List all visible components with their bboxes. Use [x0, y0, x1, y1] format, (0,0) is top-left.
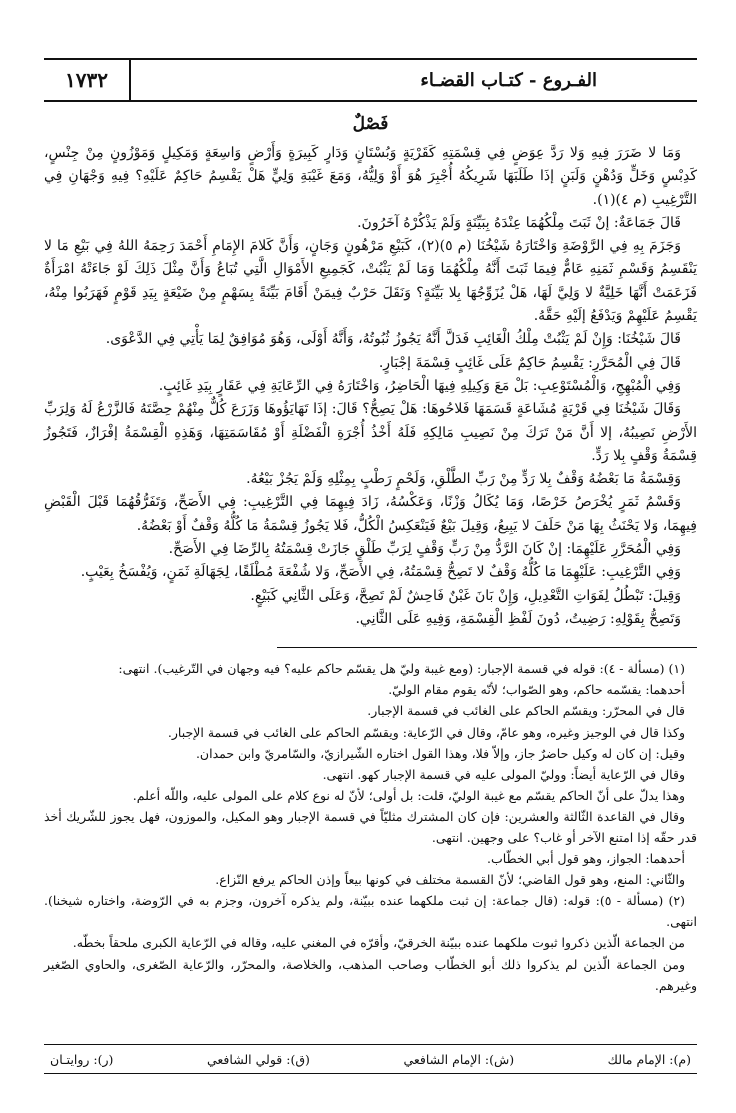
page-number: ١٧٣٢ [44, 60, 131, 100]
footnote-line: أحدهما: الجواز، وهو قول أبي الخطّاب. [487, 851, 685, 867]
main-text [44, 112, 697, 631]
running-title: الفـروع - كتـاب القضـاء [420, 69, 597, 91]
footnote-line: من الجماعة الّذين ذكروا ثبوت ملكهما عنده ببيّنة الخرقيّ، وأقرّه في المغني عليه، وقاله في الرّعاية الكبرى ملحقاً بخطّه. [72, 935, 685, 951]
paragraph: وَقَالَ شَيْخُنَا فِي قَرْيَةٍ مُشَاعَةٍ قَسَمَهَا فَلاحُوهَا: هَلْ يَصِحُّ؟ قَالَ: إذَا تَهَايَؤُوهَا وَزَرَعَ كُلٌّ مِنْهُمْ حِصَّتَهُ فَالزَّرْعُ لَهُ وَلِرَبِّ الأَرْضِ نَصِيبُهُ، إلا أَنَّ مَنْ تَرَكَ مِنْ نَصِيبِ مَالِكِهِ فَلَهُ أَخْذُ أُجْرَةِ الْفَضْلَةِ أَوْ مُقَاسَمَتِهَا، وَهَذِهِ الْقِسْمَةُ إفْرَازٌ، فَتَجُوزُ قِسْمَةُ وَقْفٍ بِلا رَدٍّ. [44, 401, 697, 464]
footnote-line: والثّاني: المنع، وهو قول القاضي؛ لأنّ القسمة مختلف في كونها بيعاً وإذن الحاكم يرفع النّزاع. [215, 872, 685, 888]
running-header [44, 58, 697, 102]
paragraph: وَفِي الْمُحَرَّرِ عَلَيْهِمَا: إنْ كَانَ الرَّدُّ مِنْ رَبٍّ وَقْفٍ لِرَبِّ طَلْقٍ جَازَتْ قِسْمَتُهُ بِالرِّضَا فِي الأَصَحِّ. [168, 541, 681, 558]
footer-abbrev-malik: (م): الإمام مالك [607, 1051, 691, 1067]
section-heading: فَصْلٌ [352, 114, 389, 134]
paragraph: قَالَ شَيْخُنَا: وَإِنْ لَمْ يَثْبُتْ مِلْكُ الْغَائِبِ فَدَلَّ أَنَّهُ يَجُوزُ ثُبُوتُهُ، وَأَنَّهُ أَوْلَى، وَهُوَ مُوَافِقٌ لِمَا يَأْتِي فِي الدَّعْوَى. [105, 331, 681, 348]
footer-abbrev-shafii-two-opinions: (ق): قولي الشافعي [206, 1051, 310, 1067]
abbreviation-footer [44, 1044, 697, 1074]
paragraph: وَقِيلَ: تَبْطُلُ لِفَوَاتِ التَّعْدِيلِ، وَإِنْ بَانَ غَبْنٌ فَاحِشٌ لَمْ تَصِحَّ، وَعَلَى الثَّانِي كَبَيْعٍ. [250, 587, 681, 604]
footnote-line: ومن الجماعة الّذين لم يذكروا ذلك أبو الخطّاب وصاحب المذهب، والخلاصة، والمحرّر، والرّعاية الصّغرى، والحاوي الصّغير وغيرهم. [44, 956, 697, 993]
footnote-line: (٢) (مسألة - ٥): قوله: (قال جماعة: إن ثبت ملكهما عنده ببيّنة، ولم يذكره آخرون، وجزم به في الرّوضة، واختاره شيخنا). انتهى. [44, 893, 697, 930]
footnote-line: وقيل: إن كان له وكيل حاضرٌ جاز، وإلاّ فلا، وهذا القول اختاره الشّيرازيّ، والسّامريّ وابن حمدان. [195, 745, 685, 761]
footnotes [44, 658, 697, 996]
footnote-line: قال في المحرّر: ويقسّم الحاكم على الغائب في قسمة الإجبار. [367, 703, 685, 719]
footnote-separator [277, 647, 697, 648]
paragraph: وَقِسْمَةُ مَا بَعْضُهُ وَقْفٌ بِلا رَدٍّ مِنْ رَبِّ الطَّلْقِ، وَلَحْمٍ رَطْبٍ بِمِثْلِهِ وَلَمْ يَجُزْ بَيْعُهُ. [246, 471, 681, 488]
paragraph: وَتَصِحُّ بِقَوْلِهِ: رَضِيتُ، دُونَ لَفْظِ الْقِسْمَةِ، وَفِيهِ عَلَى الثَّانِي. [355, 610, 681, 627]
footnote-line: أحدهما: يقسّمه حاكم، وهو الصّواب؛ لأنّه يقوم مقام الوليّ. [388, 682, 685, 698]
footnote-line: (١) (مسألة - ٤): قوله في قسمة الإجبار: (ومع غيبة وليّ هل يقسّم حاكم عليه؟ فيه وجهان في التّرغيب). انتهى: [118, 661, 685, 677]
paragraph: وَفِي التَّرْغِيبِ: عَلَيْهِمَا مَا كُلُّهُ وَقْفٌ لا تَصِحُّ قِسْمَتُهُ، فِي الأَصَحِّ، وَلا شُفْعَةَ مُطْلَقًا، لِجَهَالَةِ ثَمَنٍ، وَيُفْسَخُ بِعَيْبٍ. [80, 564, 681, 581]
footnote-line: وكذا قال في الوجيز وغيره، وهو عامّ، وقال في الرّعاية: ويقسّم الحاكم على الغائب في قسمة الإجبار. [167, 724, 685, 740]
footer-abbrev-two-narrations: (ر): روايتـان [50, 1051, 114, 1067]
footer-abbrev-shafii: (ش): الإمام الشافعي [403, 1051, 515, 1067]
paragraph: وَفِي الْمُبْهِجِ، وَالْمُسْتَوْعِبِ: بَلْ مَعَ وَكِيلِهِ فِيهَا الْحَاضِرُ، وَاخْتَارَهُ فِي الرِّعَايَةِ فِي عَقَارٍ بِيَدِ غَائِبٍ. [158, 377, 681, 394]
footnote-line: وقال في القاعدة الثّالثة والعشرين: فإن كان المشترك مثليّاً في قسمة الإجبار وهو المكيل، والموزون، فهل يجوز للشّريك أخذ قدر حقّه إذا امتنع الآخر أو غاب؟ على وجهين. انتهى. [44, 808, 697, 845]
page-body [44, 58, 697, 996]
paragraph: وَقَسْمُ ثَمَرٍ يُخْرَصُ خَرْصًا، وَمَا يُكَالُ وَزْنًا، وَعَكْسُهُ، زَادَ فِيهِمَا فِي التَّرْغِيبِ: فِي الأَصَحِّ، وَتَفَرُّقُهُمَا قَبْلَ الْقَبْضِ فِيهِمَا، وَلا يَحْنَثُ بِهَا مَنْ حَلَفَ لا يَبِيعُ، وَقِيلَ بَيْعٌ فَيَنْعَكِسُ الْكُلُّ، فَلا يَجُوزُ قِسْمَةُ مَا كُلُّهُ وَقْفٌ أَوْ بَعْضُهُ. [44, 494, 697, 534]
paragraph: قَالَ فِي الْمُحَرَّرِ: يَقْسِمُ حَاكِمٌ عَلَى غَائِبٍ قِسْمَةَ إجْبَارٍ. [378, 354, 681, 371]
footnote-line: وهذا يدلّ على أنّ الحاكم يقسّم مع غيبة الوليّ، قلت: بل أولى؛ لأنّ له نوع كلام على المولى عليه، واللّه أعلم. [132, 787, 685, 803]
footnote-line: وقال في الرّعاية أيضاً: ووليّ المولى عليه في قسمة الإجبار كهو. انتهى. [322, 766, 685, 782]
paragraph: وَمَا لا ضَرَرَ فِيهِ وَلا رَدَّ عِوَضٍ فِي قِسْمَتِهِ كَقَرْيَةٍ وَبُسْتَانٍ وَدَارٍ كَبِيرَةٍ وَأَرْضٍ وَاسِعَةٍ وَمَكِيلٍ وَمَوْزُونٍ مِنْ جِنْسٍ، كَدِبْسٍ وَخَلٍّ وَدُهْنٍ وَلَبَنٍ إذَا طَلَبَهَا شَرِيكُهُ أُجْبِرَ هُوَ أَوْ وَلِيُّهُ، وَمَعَ غَيْبَةِ وَلِيٍّ هَلْ يَقْسِمُ حَاكِمٌ عَلَيْهِ؟ فِيهِ وَجْهَانِ فِي التَّرْغِيبِ (م ٤)(١). [44, 145, 697, 208]
paragraph: وَجَزَمَ بِهِ فِي الرَّوْضَةِ وَاخْتَارَهُ شَيْخُنَا (م ٥)(٢)، كَبَيْعِ مَرْهُونٍ وَجَانٍ، وَأَنَّ كَلامَ الإِمَامِ أَحْمَدَ رَحِمَهُ اللهُ فِي بَيْعِ مَا لا يَنْقَسِمُ وَقَسْمِ ثَمَنِهِ عَامٌّ فِيمَا ثَبَتَ أَنَّهُ مِلْكُهُمَا وَمَا لَمْ يَثْبُتْ، كَجَمِيعِ الأَمْوَالِ الَّتِي تُبَاعُ وَأَنَّ مِثْلَ ذَلِكَ لَوْ جَاءَتْهُ امْرَأَةٌ فَزَعَمَتْ أَنَّهَا خَلِيَّةٌ لا وَلِيَّ لَهَا، هَلْ يُزَوِّجُهَا بِلا بَيِّنَةٍ؟ وَنَقَلَ حَرْبٌ فِيمَنْ أَقَامَ بَيِّنَةً بِسَهْمٍ مِنْ ضَيْعَةٍ بِيَدِ قَوْمٍ فَهَرَبُوا مِنْهُ، يَقْسِمُ عَلَيْهِمْ وَيَدْفَعُ إلَيْهِ حَقَّهُ. [44, 238, 697, 325]
paragraph: قَالَ جَمَاعَةٌ: إنْ ثَبَتَ مِلْكُهُمَا عِنْدَهُ بِبَيِّنَةٍ وَلَمْ يَذْكُرْهُ آخَرُونَ. [357, 214, 681, 231]
